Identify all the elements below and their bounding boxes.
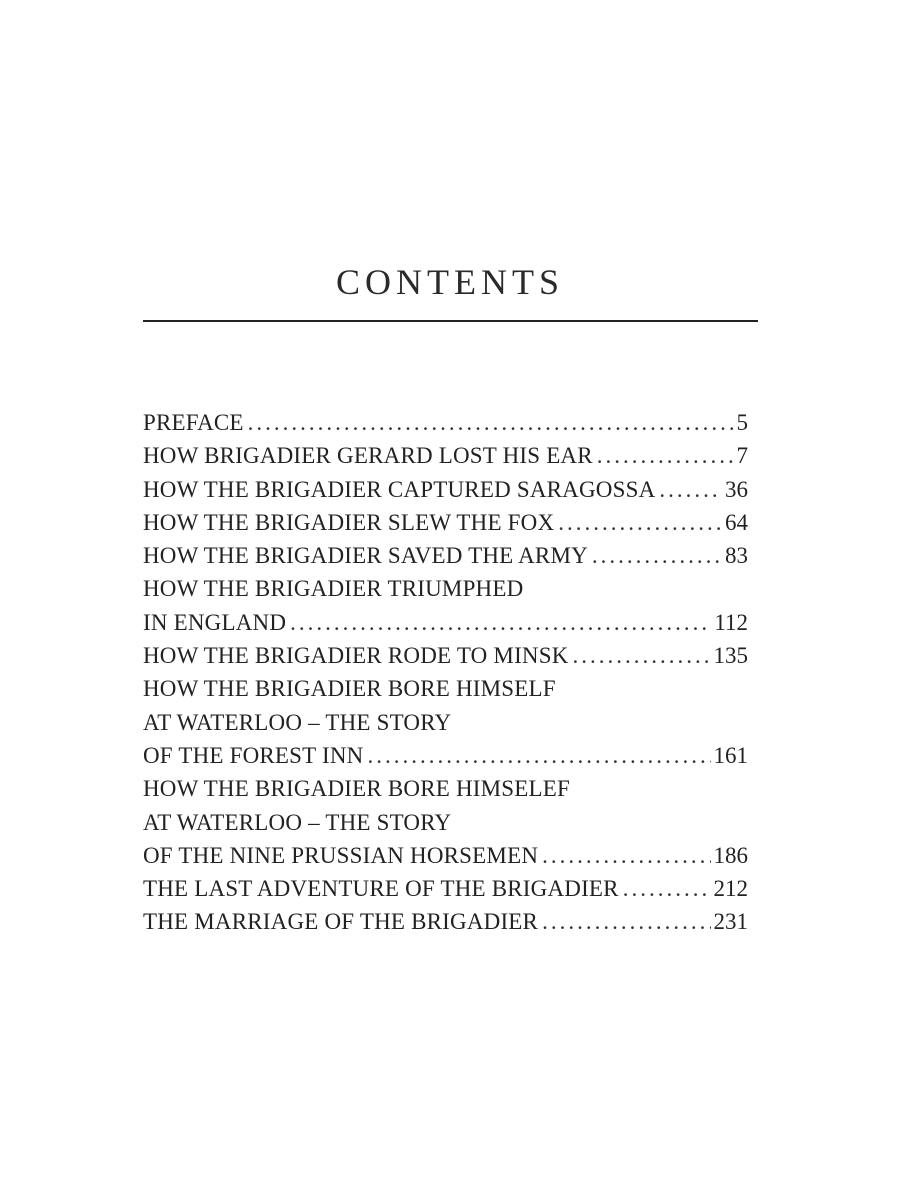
toc-entry[interactable] bbox=[143, 406, 748, 439]
title-divider bbox=[143, 320, 758, 322]
toc-entry-line bbox=[143, 905, 748, 938]
toc-page-number: 64 bbox=[725, 509, 748, 535]
toc-entry-line bbox=[143, 406, 748, 439]
toc-entry[interactable] bbox=[143, 506, 748, 539]
toc-entry-title: OF THE FOREST INN bbox=[143, 742, 364, 768]
toc-page-number: 112 bbox=[714, 609, 748, 635]
toc-entry-line bbox=[143, 473, 748, 506]
toc-entry-title: THE MARRIAGE OF THE BRIGADIER bbox=[143, 909, 539, 935]
toc-page-number: 5 bbox=[736, 410, 748, 435]
toc-page-number: 212 bbox=[713, 876, 748, 902]
toc-page-number: 231 bbox=[713, 909, 748, 935]
toc-entry-title: HOW THE BRIGADIER CAPTURED SARAGOSSA bbox=[143, 476, 656, 502]
toc-entry-title: AT WATERLOO – THE STORY bbox=[143, 709, 452, 735]
toc-entry-line bbox=[143, 572, 748, 605]
toc-entry-title: IN ENGLAND bbox=[143, 609, 287, 635]
toc-entry-title: HOW THE BRIGADIER SAVED THE ARMY bbox=[143, 543, 588, 569]
dot-leader bbox=[592, 539, 722, 572]
toc-entry-title: HOW THE BRIGADIER BORE HIMSELEF bbox=[143, 776, 571, 802]
toc-page-number: 161 bbox=[713, 742, 748, 768]
dot-leader bbox=[248, 406, 734, 439]
toc-entry[interactable] bbox=[143, 905, 748, 938]
dot-leader bbox=[542, 905, 710, 938]
toc-entry[interactable] bbox=[143, 539, 748, 572]
toc-entry[interactable] bbox=[143, 672, 748, 772]
toc-entry-line bbox=[143, 872, 748, 905]
toc-entry-title: PREFACE bbox=[143, 410, 244, 435]
toc-entry-title: AT WATERLOO – THE STORY bbox=[143, 809, 452, 835]
dot-leader bbox=[367, 739, 710, 772]
toc-entry-line bbox=[143, 772, 748, 805]
toc-entry-title: HOW THE BRIGADIER BORE HIMSELF bbox=[143, 676, 556, 702]
dot-leader bbox=[290, 606, 711, 639]
toc-entry-line bbox=[143, 739, 748, 772]
dot-leader bbox=[623, 872, 711, 905]
toc-entry-line bbox=[143, 672, 748, 705]
toc-page-number: 36 bbox=[725, 476, 748, 502]
toc-entry-line bbox=[143, 539, 748, 572]
toc-entry-line bbox=[143, 439, 748, 472]
toc-page-number: 7 bbox=[736, 443, 748, 469]
toc-entry-title: HOW THE BRIGADIER SLEW THE FOX bbox=[143, 509, 555, 535]
page-title: CONTENTS bbox=[336, 262, 564, 302]
toc-entry-line bbox=[143, 706, 748, 739]
dot-leader bbox=[558, 506, 722, 539]
toc-entry-line bbox=[143, 606, 748, 639]
toc-entry-line bbox=[143, 839, 748, 872]
toc-entry-title: HOW THE BRIGADIER TRIUMPHED bbox=[143, 576, 524, 602]
toc-page-number: 186 bbox=[713, 842, 748, 868]
toc-entry-title: THE LAST ADVENTURE OF THE BRIGADIER bbox=[143, 876, 619, 902]
dot-leader bbox=[573, 639, 711, 672]
dot-leader bbox=[597, 439, 734, 472]
toc-entry[interactable] bbox=[143, 473, 748, 506]
table-of-contents bbox=[143, 406, 748, 939]
toc-entry[interactable] bbox=[143, 439, 748, 472]
toc-page-number: 135 bbox=[713, 643, 748, 669]
toc-entry[interactable] bbox=[143, 872, 748, 905]
toc-entry[interactable] bbox=[143, 772, 748, 872]
toc-entry-title: OF THE NINE PRUSSIAN HORSEMEN bbox=[143, 842, 539, 868]
dot-leader bbox=[659, 473, 722, 506]
toc-entry-line bbox=[143, 806, 748, 839]
toc-entry-line bbox=[143, 639, 748, 672]
toc-entry[interactable] bbox=[143, 572, 748, 639]
toc-entry[interactable] bbox=[143, 639, 748, 672]
toc-page-number: 83 bbox=[725, 543, 748, 569]
toc-entry-title: HOW BRIGADIER GERARD LOST HIS EAR bbox=[143, 443, 593, 469]
dot-leader bbox=[542, 839, 710, 872]
toc-entry-title: HOW THE BRIGADIER RODE TO MINSK bbox=[143, 643, 569, 669]
toc-entry-line bbox=[143, 506, 748, 539]
